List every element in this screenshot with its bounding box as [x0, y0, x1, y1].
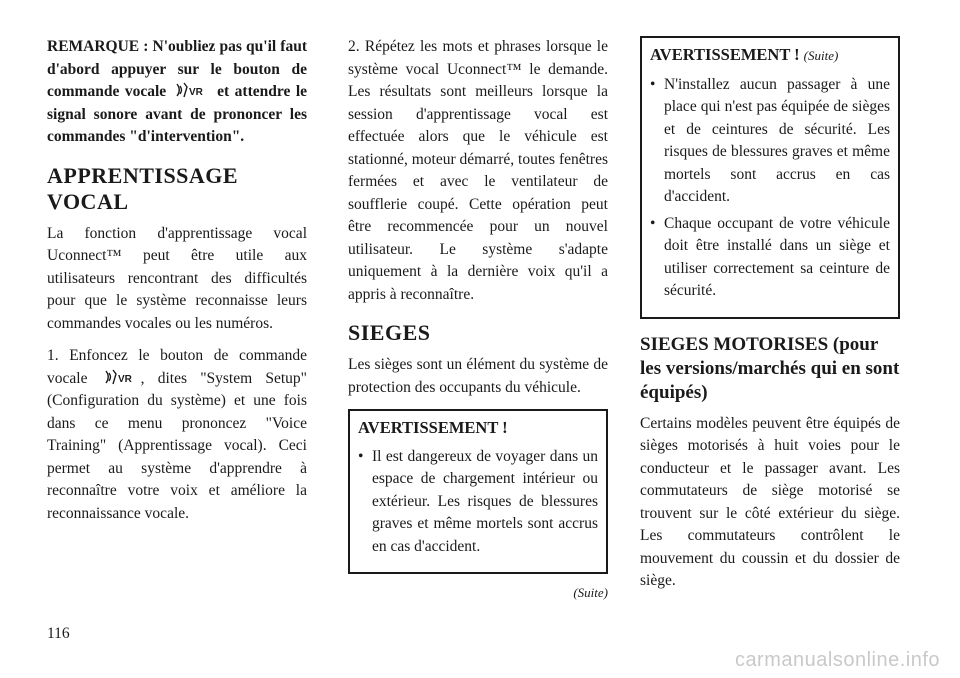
remark-text-after: et attendre le signal sonore avant de prononcer les commandes "d'intervention".	[47, 83, 308, 145]
step-1	[47, 345, 307, 525]
warning-list	[358, 446, 598, 559]
paragraph-sieges: Les sièges sont un élément du système de protection des occupants du véhicule.	[348, 356, 608, 396]
column-right	[640, 36, 900, 603]
heading-sieges-motorises: SIEGES MOTORISES (pour les versions/marchés qui en sont équipés)	[640, 333, 900, 403]
svg-text:VR: VR	[188, 87, 203, 98]
warning-item: • Il est dangereux de voyager dans un espace de chargement intérieur ou extérieur. Les risques de blessures graves et même mortels sont accrus en cas d'accident.	[358, 446, 598, 559]
vr-voice-command-icon	[104, 369, 138, 385]
warning-title-text: AVERTISSEMENT !	[650, 45, 800, 64]
warning-box-continued	[640, 36, 900, 319]
column-left	[47, 36, 307, 535]
step-1-text-before: 1. Enfoncez le bouton de commande vocale	[47, 347, 307, 387]
warning-box	[348, 409, 608, 574]
heading-apprentissage-vocal: APPRENTISSAGE VOCAL	[47, 162, 239, 214]
heading-sieges: SIEGES	[348, 320, 431, 345]
warning-item: • Chaque occupant de votre véhicule doit être installé dans un siège et utiliser correctement sa ceinture de sécurité.	[650, 213, 890, 303]
step-2: 2. Répétez les mots et phrases lorsque le système vocal Uconnect™ le demande. Les résultats sont meilleurs lorsque la session d'apprentissage vocal est effectuée alors que le véhicule est stationné, moteur démarré, toutes fenêtres fermées et avec le ventilateur de soufflerie coupé. Cette opération peut être recommencée pour un nouvel utilisateur. Le système s'adapte uniquement à la dernière voix qu'il a appris à reconnaître.	[348, 38, 608, 303]
continued-label: (Suite)	[573, 585, 608, 600]
page-number: 116	[47, 625, 70, 642]
warning-suite-label: (Suite)	[803, 48, 839, 63]
svg-text:VR: VR	[117, 373, 132, 385]
column-middle	[348, 36, 608, 605]
paragraph-apprentissage: La fonction d'apprentissage vocal Uconnect™ peut être utile aux utilisateurs rencontrant des difficultés pour que le système reconnaisse leurs commandes vocales ou les numéros.	[47, 224, 307, 332]
vr-voice-command-icon	[175, 82, 209, 98]
paragraph-sieges-motorises: Certains modèles peuvent être équipés de sièges motorisés à huit voies pour le conducteur et le passager avant. Les commutateurs de siège motorisé se trouvent sur le côté extérieur du siège. Les commutateurs contrôlent le mouvement du coussin et du dossier de siège.	[640, 414, 900, 589]
step-1-text-after: , dites "System Setup" (Configuration du système) et une fois dans ce menu prononcez "Voice Training" (Apprentissage vocal). Ceci permet au système d'apprendre à reconnaître votre voix et améliore la reconnaissance vocale.	[47, 369, 307, 522]
watermark: carmanualsonline.info	[734, 649, 940, 671]
remark-note	[47, 36, 307, 149]
warning-title: AVERTISSEMENT !	[358, 418, 508, 437]
warning-list	[650, 74, 890, 303]
warning-item: • N'installez aucun passager à une place qui n'est pas équipée de sièges et de ceintures de sécurité. Les risques de blessures graves et même mortels sont accrus en cas d'accident.	[650, 74, 890, 209]
remark-text-before: REMARQUE : N'oubliez pas qu'il faut d'abord appuyer sur le bouton de commande vocale	[47, 38, 307, 100]
warning-title	[650, 44, 890, 68]
